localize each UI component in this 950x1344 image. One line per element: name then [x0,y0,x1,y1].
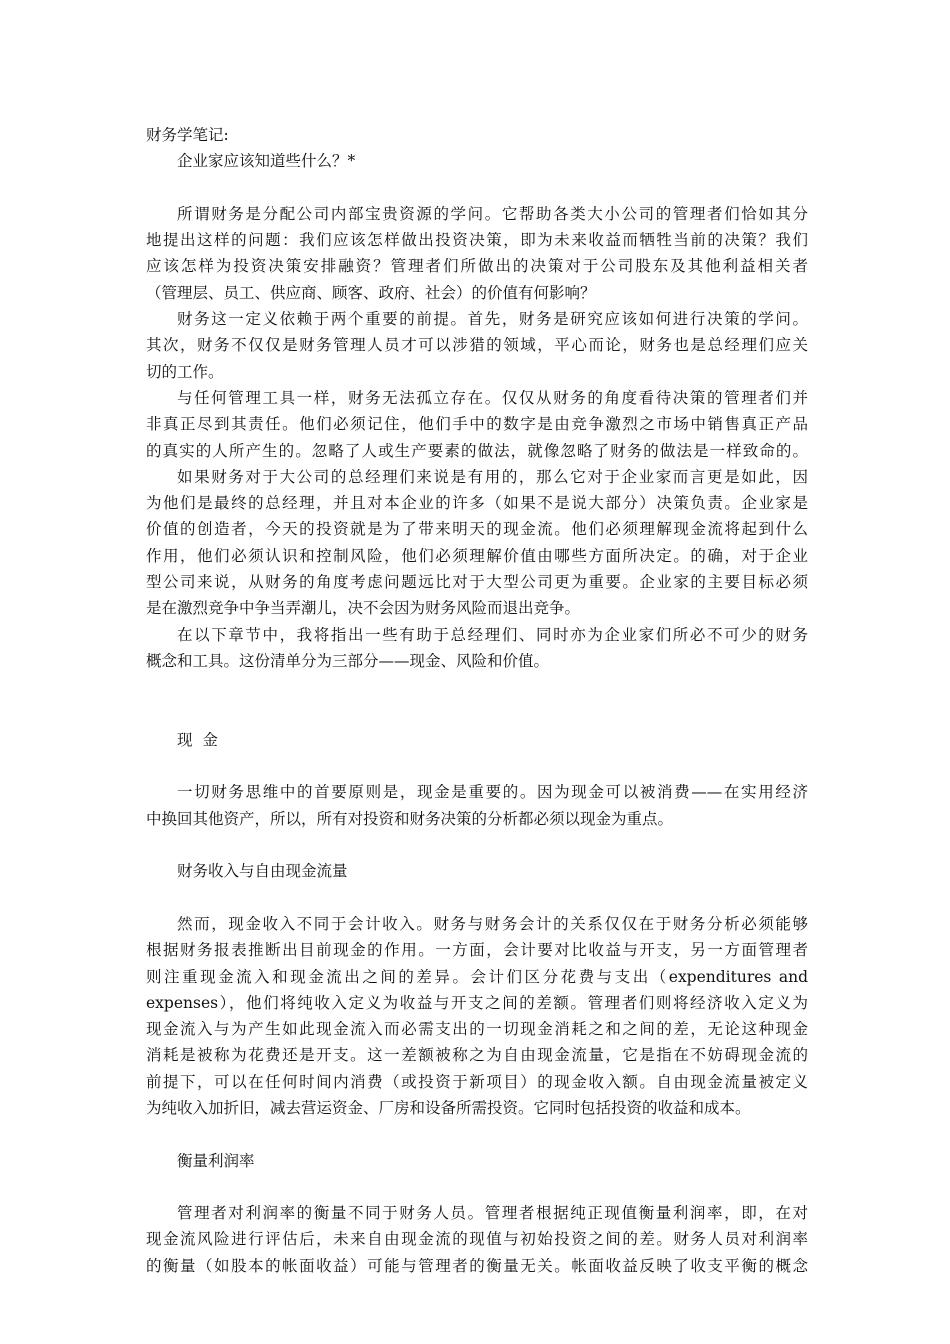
blank-line [146,753,808,779]
paragraph-line: 是在激烈竞争中争当弄潮儿，决不会因为财务风险而退出竞争。 [146,599,581,618]
paragraph-line: expenses），他们将纯收入定义为收益与开支之间的差额。管理者们则将经济收入定义为 [146,993,808,1012]
blank-line [146,832,808,858]
paragraph-line: 概念和工具。这份清单分为三部分——现金、风险和价值。 [146,651,550,670]
paragraph-line: 如果财务对于大公司的总经理们来说是有用的，那么它对于企业家而言更是如此，因 [177,467,808,486]
fcf-paragraph-1 [146,911,808,1121]
paragraph-line: 非真正尽到其责任。他们必须记住，他们手中的数字是由竞争激烈之市场中销售真正产品 [146,415,808,434]
paragraph-line: 地提出这样的问题：我们应该怎样做出投资决策，即为未来收益而牺牲当前的决策？我们 [146,231,808,250]
section-heading-profitability: 衡量利润率 [177,1151,255,1170]
paragraph-line: （管理层、员工、供应商、顾客、政府、社会）的价值有何影响？ [146,283,596,302]
paragraph-line: 则注重现金流入和现金流出之间的差异。会计们区分花费与支出（expenditures and [146,967,808,986]
paragraph-line: 现金流风险进行评估后，未来自由现金流的现值与初始投资之间的差。财务人员对利润率 [146,1230,808,1249]
paragraph-line: 其次，财务不仅仅是财务管理人员才可以涉猎的领域，平心而论，财务也是总经理们应关 [146,336,808,355]
paragraph-line: 应该怎样为投资决策安排融资？管理者们所做出的决策对于公司股东及其他利益相关者 [146,257,808,276]
blank-line [146,1121,808,1147]
paragraph-line: 所谓财务是分配公司内部宝贵资源的学问。它帮助各类大小公司的管理者们恰如其分 [177,204,808,223]
profit-paragraph-1 [146,1200,808,1279]
cash-paragraph-1 [146,779,808,832]
blank-line [146,885,808,911]
paragraph-line: 为他们是最终的总经理，并且对本企业的许多（如果不是说大部分）决策负责。企业家是 [146,494,808,513]
intro-paragraph-1 [146,201,808,306]
paragraph-line: 管理者对利润率的衡量不同于财务人员。管理者根据纯正现值衡量利润率，即，在对 [177,1204,808,1223]
paragraph-line: 价值的创造者，今天的投资就是为了带来明天的现金流。他们必须理解现金流将起到什么 [146,520,808,539]
paragraph-line: 中换回其他资产，所以，所有对投资和财务决策的分析都必须以现金为重点。 [146,809,674,828]
paragraph-line: 前提下，可以在任何时间内消费（或投资于新项目）的现金收入额。自由现金流量被定义 [146,1072,808,1091]
document-body [146,122,808,1279]
paragraph-line: 一切财务思维中的首要原则是，现金是重要的。因为现金可以被消费——在实用经济 [177,783,808,802]
intro-paragraph-2 [146,306,808,385]
paragraph-line: 作用，他们必须认识和控制风险，他们必须理解价值由哪些方面所决定。的确，对于企业 [146,546,808,565]
section-heading-free-cash-flow: 财务收入与自由现金流量 [177,862,348,881]
document-subtitle: 企业家应该知道些什么？* [177,152,356,171]
paragraph-line: 根据财务报表推断出目前现金的作用。一方面，会计要对比收益与开支，另一方面管理者 [146,941,808,960]
paragraph-line: 财务这一定义依赖于两个重要的前提。首先，财务是研究应该如何进行决策的学问。 [177,310,808,329]
section-heading-cash: 现 金 [177,730,218,749]
blank-line [146,1174,808,1200]
paragraph-line: 现金流入与为产生如此现金流入而必需支出的一切现金消耗之和之间的差，无论这种现金 [146,1020,808,1039]
paragraph-line: 切的工作。 [146,362,224,381]
paragraph-line: 然而，现金收入不同于会计收入。财务与财务会计的关系仅仅在于财务分析必须能够 [177,914,808,933]
paragraph-line: 消耗是被称为花费还是开支。这一差额被称之为自由现金流量，它是指在不妨碍现金流的 [146,1046,808,1065]
intro-paragraph-4 [146,464,808,622]
paragraph-line: 在以下章节中，我将指出一些有助于总经理们、同时亦为企业家们所必不可少的财务 [177,625,808,644]
paragraph-line: 型公司来说，从财务的角度考虑问题远比对于大型公司更为重要。企业家的主要目标必须 [146,573,808,592]
paragraph-line: 的真实的人所产生的。忽略了人或生产要素的做法，就像忽略了财务的做法是一样致命的。 [146,441,808,460]
document-title: 财务学笔记: [146,126,229,144]
intro-paragraph-3 [146,385,808,464]
intro-paragraph-5 [146,622,808,675]
paragraph-line: 与任何管理工具一样，财务无法孤立存在。仅仅从财务的角度看待决策的管理者们并 [177,388,808,407]
blank-line [146,175,808,201]
paragraph-line: 的衡量（如股本的帐面收益）可能与管理者的衡量无关。帐面收益反映了收支平衡的概念 [146,1256,808,1275]
paragraph-line: 为纯收入加折旧，减去营运资金、厂房和设备所需投资。它同时包括投资的收益和成本。 [146,1098,751,1117]
blank-line [146,674,808,727]
